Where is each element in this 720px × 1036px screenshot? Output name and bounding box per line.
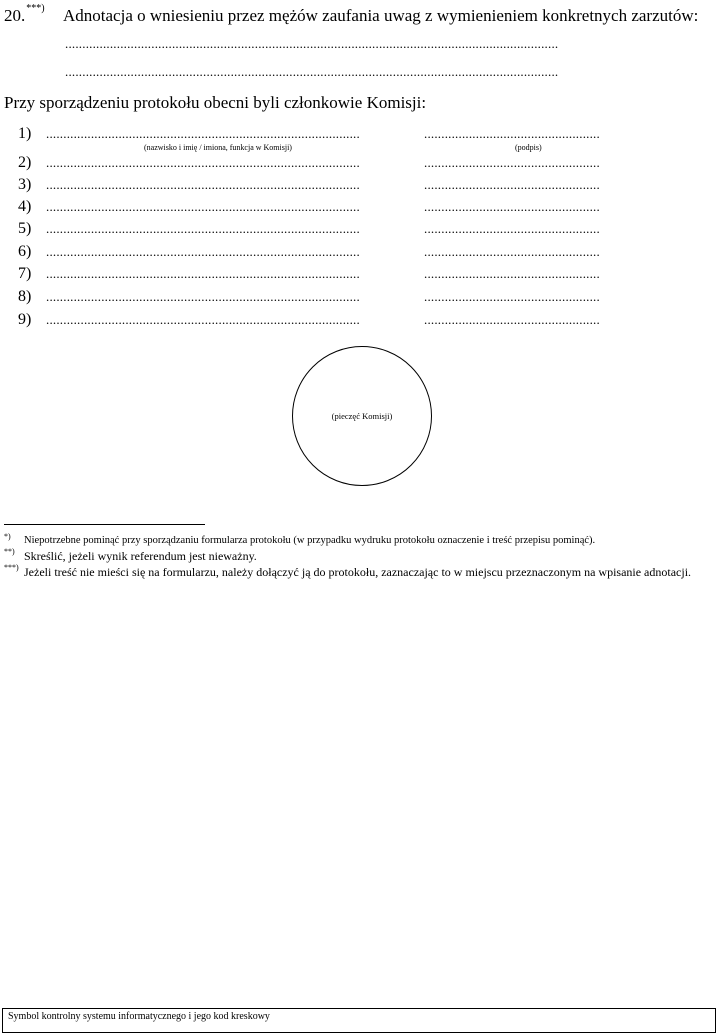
- signature-caption: (podpis): [515, 143, 542, 152]
- section-footnote-mark: ***): [26, 3, 45, 15]
- annotation-line-2[interactable]: ...............................................................................................................................................: [65, 64, 559, 79]
- member-signature-field[interactable]: ...................................................: [424, 266, 600, 281]
- section-title: Adnotacja o wniesieniu przez mężów zaufania uwag z wymienieniem konkretnych zarzutów:: [63, 6, 699, 25]
- barcode-label: Symbol kontrolny systemu informatycznego i jego kod kreskowy: [8, 1011, 270, 1022]
- footnote-3-mark: ***): [4, 563, 19, 572]
- footnote-1-mark: *): [4, 532, 11, 541]
- member-row-number: 8): [18, 288, 32, 305]
- member-name-field[interactable]: ...........................................................................................: [46, 221, 360, 236]
- member-row-number: 7): [18, 265, 32, 282]
- member-name-field[interactable]: ...........................................................................................: [46, 155, 360, 170]
- member-row-number: 3): [18, 176, 32, 193]
- footnote-1-text: Niepotrzebne pominąć przy sporządzaniu formularza protokołu (w przypadku wydruku protokołu oznaczenie i treść przepisu pominąć).: [24, 535, 596, 546]
- member-name-field[interactable]: ...........................................................................................: [46, 266, 360, 281]
- annotation-line-1[interactable]: ...............................................................................................................................................: [65, 36, 559, 51]
- member-signature-field[interactable]: ...................................................: [424, 126, 600, 141]
- member-name-field[interactable]: ...........................................................................................: [46, 177, 360, 192]
- member-signature-field[interactable]: ...................................................: [424, 177, 600, 192]
- footnote-3-text: Jeżeli treść nie mieści się na formularzu, należy dołączyć ją do protokołu, zaznaczając to w miejscu przeznaczonym na wpisanie adnotacji.: [24, 565, 692, 579]
- member-row-number: 2): [18, 154, 32, 171]
- stamp-label: (pieczęć Komisji): [331, 411, 393, 421]
- member-row-number: 9): [18, 311, 32, 328]
- member-signature-field[interactable]: ...................................................: [424, 312, 600, 327]
- member-name-field[interactable]: ...........................................................................................: [46, 312, 360, 327]
- member-row-number: 1): [18, 125, 32, 142]
- footnote-divider: [4, 524, 205, 525]
- members-heading: Przy sporządzeniu protokołu obecni byli członkowie Komisji:: [4, 93, 427, 112]
- member-signature-field[interactable]: ...................................................: [424, 155, 600, 170]
- member-row-number: 4): [18, 198, 32, 215]
- footnote-2-mark: **): [4, 547, 15, 556]
- member-name-field[interactable]: ...........................................................................................: [46, 289, 360, 304]
- member-row-number: 5): [18, 220, 32, 237]
- member-signature-field[interactable]: ...................................................: [424, 221, 600, 236]
- member-name-field[interactable]: ...........................................................................................: [46, 244, 360, 259]
- name-caption: (nazwisko i imię / imiona, funkcja w Komisji): [144, 143, 292, 152]
- section-number: [4, 3, 45, 26]
- section-number-text: 20.: [4, 6, 26, 25]
- member-name-field[interactable]: ...........................................................................................: [46, 126, 360, 141]
- member-signature-field[interactable]: ...................................................: [424, 244, 600, 259]
- member-row-number: 6): [18, 243, 32, 260]
- member-signature-field[interactable]: ...................................................: [424, 289, 600, 304]
- footnote-2-text: Skreślić, jeżeli wynik referendum jest nieważny.: [24, 549, 257, 563]
- member-signature-field[interactable]: ...................................................: [424, 199, 600, 214]
- member-name-field[interactable]: ...........................................................................................: [46, 199, 360, 214]
